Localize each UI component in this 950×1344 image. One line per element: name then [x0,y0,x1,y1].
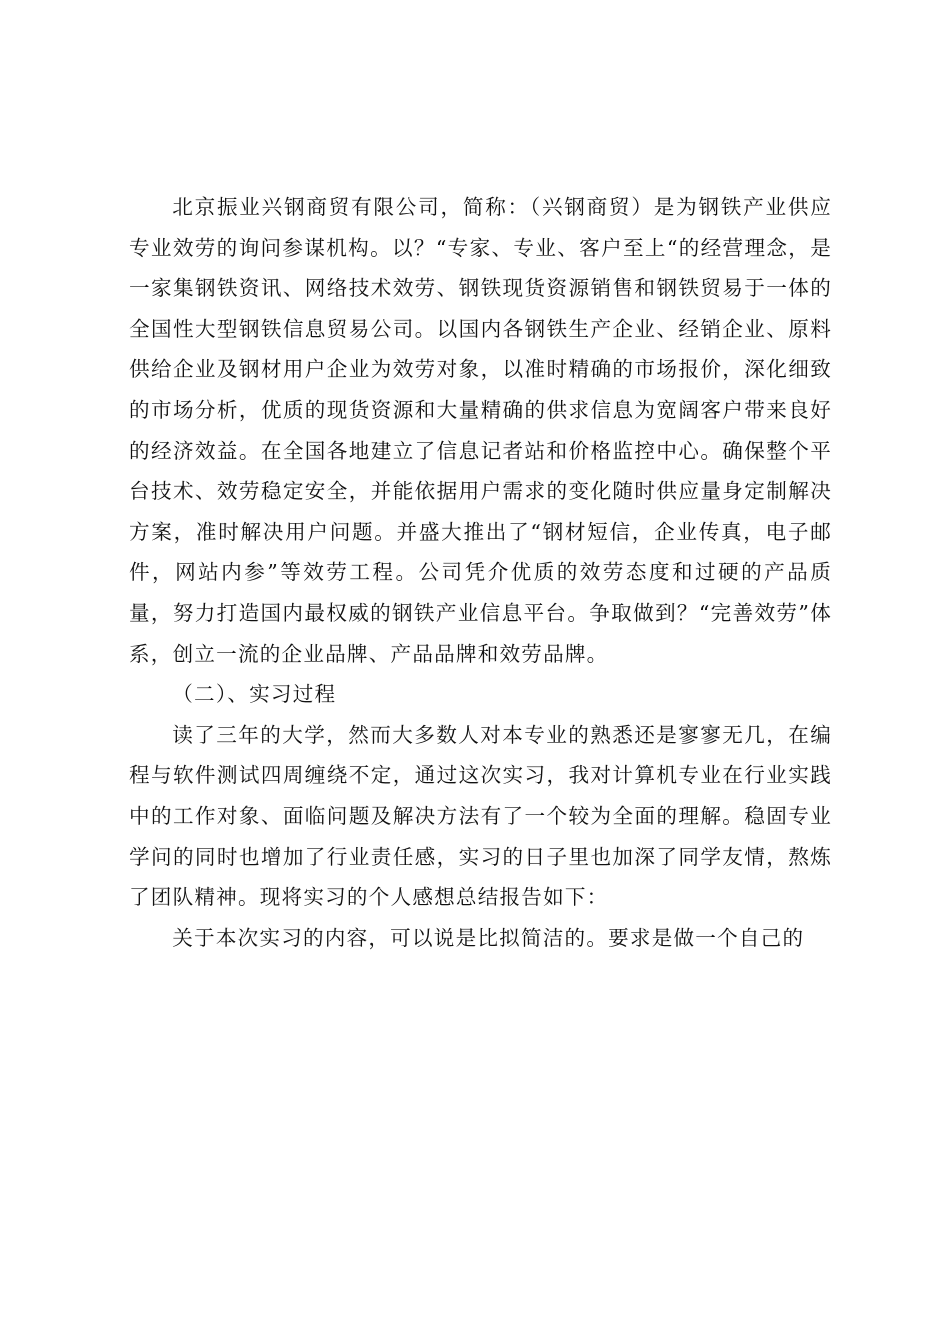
company-intro-paragraph: 北京振业兴钢商贸有限公司，简称：（兴钢商贸）是为钢铁产业供应专业效劳的询问参谋机构。以？“专家、专业、客户至上“的经营理念，是一家集钢铁资讯、网络技术效劳、钢铁现货资源销售和钢铁贸易于一体的全国性大型钢铁信息贸易公司。以国内各钢铁生产企业、经销企业、原料供给企业及钢材用户企业为效劳对象，以准时精确的市场报价，深化细致的市场分析，优质的现货资源和大量精确的供求信息为宽阔客户带来良好的经济效益。在全国各地建立了信息记者站和价格监控中心。确保整个平台技术、效劳稳定安全，并能依据用户需求的变化随时供应量身定制解决方案，准时解决用户问题。并盛大推出了“钢材短信，企业传真，电子邮件，网站内参”等效劳工程。公司凭介优质的效劳态度和过硬的产品质量，努力打造国内最权威的钢铁产业信息平台。争取做到？“完善效劳”体系，创立一流的企业品牌、产品品牌和效劳品牌。 [129,195,832,666]
document-body [129,187,832,958]
section-heading-internship-process: （二）、实习过程 [172,682,337,707]
internship-reflection-paragraph: 读了三年的大学，然而大多数人对本专业的熟悉还是寥寥无几，在编程与软件测试四周缠绕不定，通过这次实习，我对计算机专业在行业实践中的工作对象、面临问题及解决方法有了一个较为全面的理解。稳固专业学问的同时也增加了行业责任感，实习的日子里也加深了同学友情，熬炼了团队精神。现将实习的个人感想总结报告如下： [129,722,832,910]
internship-content-paragraph: 关于本次实习的内容，可以说是比拟简洁的。要求是做一个自己的 [172,925,805,950]
